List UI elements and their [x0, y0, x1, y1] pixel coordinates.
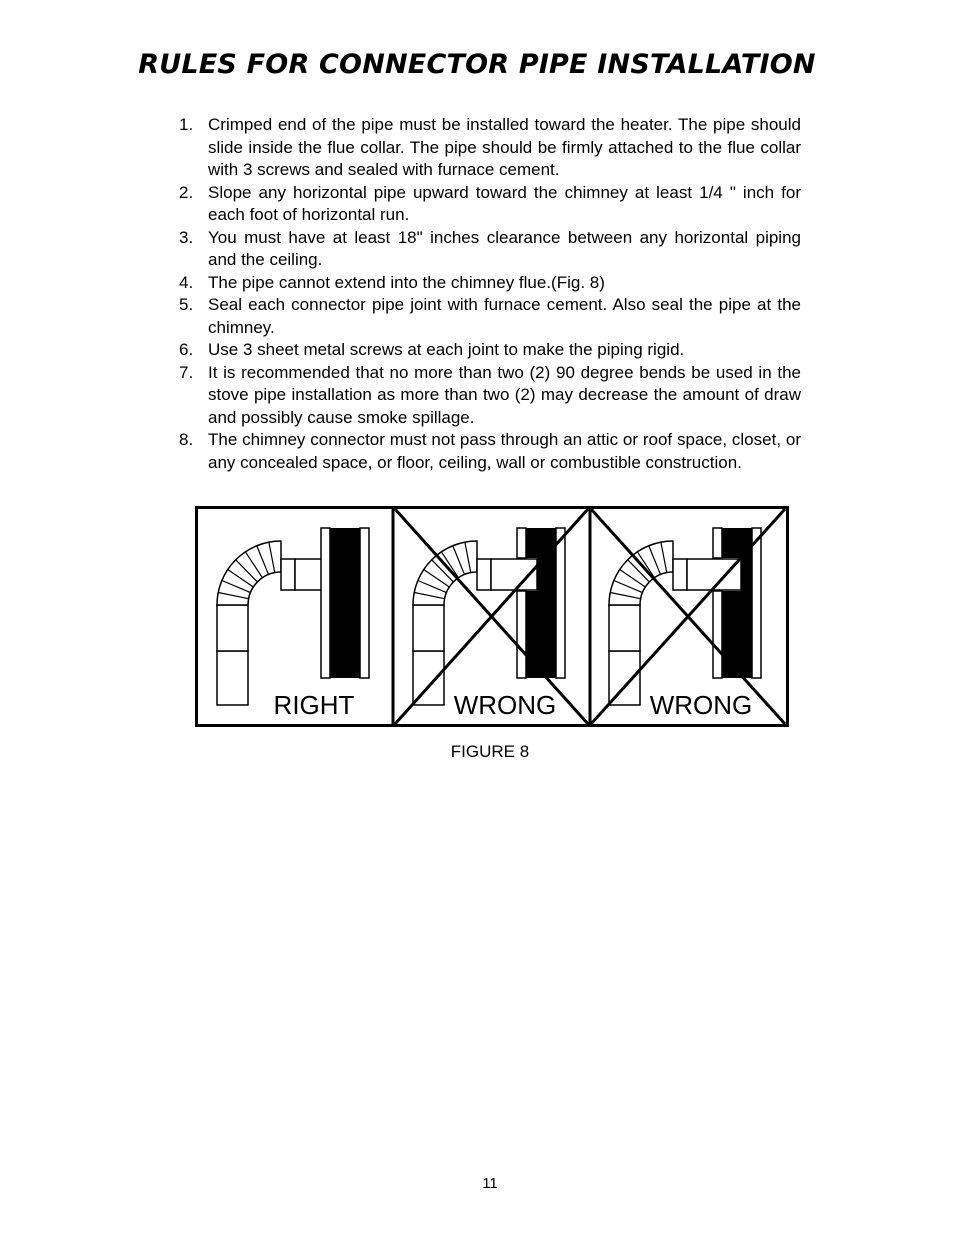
rule-text: The pipe cannot extend into the chimney flue.(Fig. 8) [208, 272, 605, 292]
rule-text: The chimney connector must not pass through an attic or roof space, closet, or any concealed space, or floor, ceiling, wall or combustible construction. [208, 430, 801, 472]
rule-text: It is recommended that no more than two (2) 90 degree bends be used in the stove pipe installation as more than two (2) may decrease the amount of draw and possibly cause smoke spillage. [208, 362, 801, 427]
figure-caption: FIGURE 8 [450, 742, 530, 761]
rule-item [179, 272, 801, 295]
rule-item [179, 182, 801, 227]
rule-number: 6. [179, 340, 194, 359]
rules-list [179, 114, 801, 474]
rule-text: You must have at least 18" inches clearance between any horizontal piping and the ceiling. [208, 227, 801, 269]
figure-8-diagram [195, 506, 789, 727]
rule-item [179, 114, 801, 182]
panel-label: WRONG [649, 690, 753, 720]
rule-text: Crimped end of the pipe must be installed toward the heater. The pipe should slide inside the flue collar. The pipe should be firmly attached to the flue collar with 3 screws and sealed with furnace cement. [208, 115, 801, 179]
rule-number: 4. [179, 272, 194, 292]
panel-label: RIGHT [273, 690, 355, 720]
rule-text: Use 3 sheet metal screws at each joint to make the piping rigid. [208, 340, 685, 359]
rule-number: 5. [179, 295, 194, 314]
rule-number: 3. [179, 227, 194, 247]
rule-item [179, 227, 801, 272]
rule-number: 7. [179, 362, 194, 382]
rule-number: 2. [179, 182, 194, 202]
page-number: 11 [482, 1175, 498, 1192]
rule-item [179, 294, 801, 339]
rule-text: Seal each connector pipe joint with furnace cement. Also seal the pipe at the chimney. [208, 295, 801, 337]
page-title: RULES FOR CONNECTOR PIPE INSTALLATION [138, 49, 816, 80]
rule-item [179, 362, 801, 430]
rule-item [179, 429, 801, 474]
rule-number: 8. [179, 430, 194, 449]
rule-item [179, 339, 801, 362]
rule-number: 1. [179, 115, 194, 134]
rule-text: Slope any horizontal pipe upward toward the chimney at least 1/4 " inch for each foot of horizontal run. [208, 182, 801, 224]
panel-label: WRONG [453, 690, 557, 720]
